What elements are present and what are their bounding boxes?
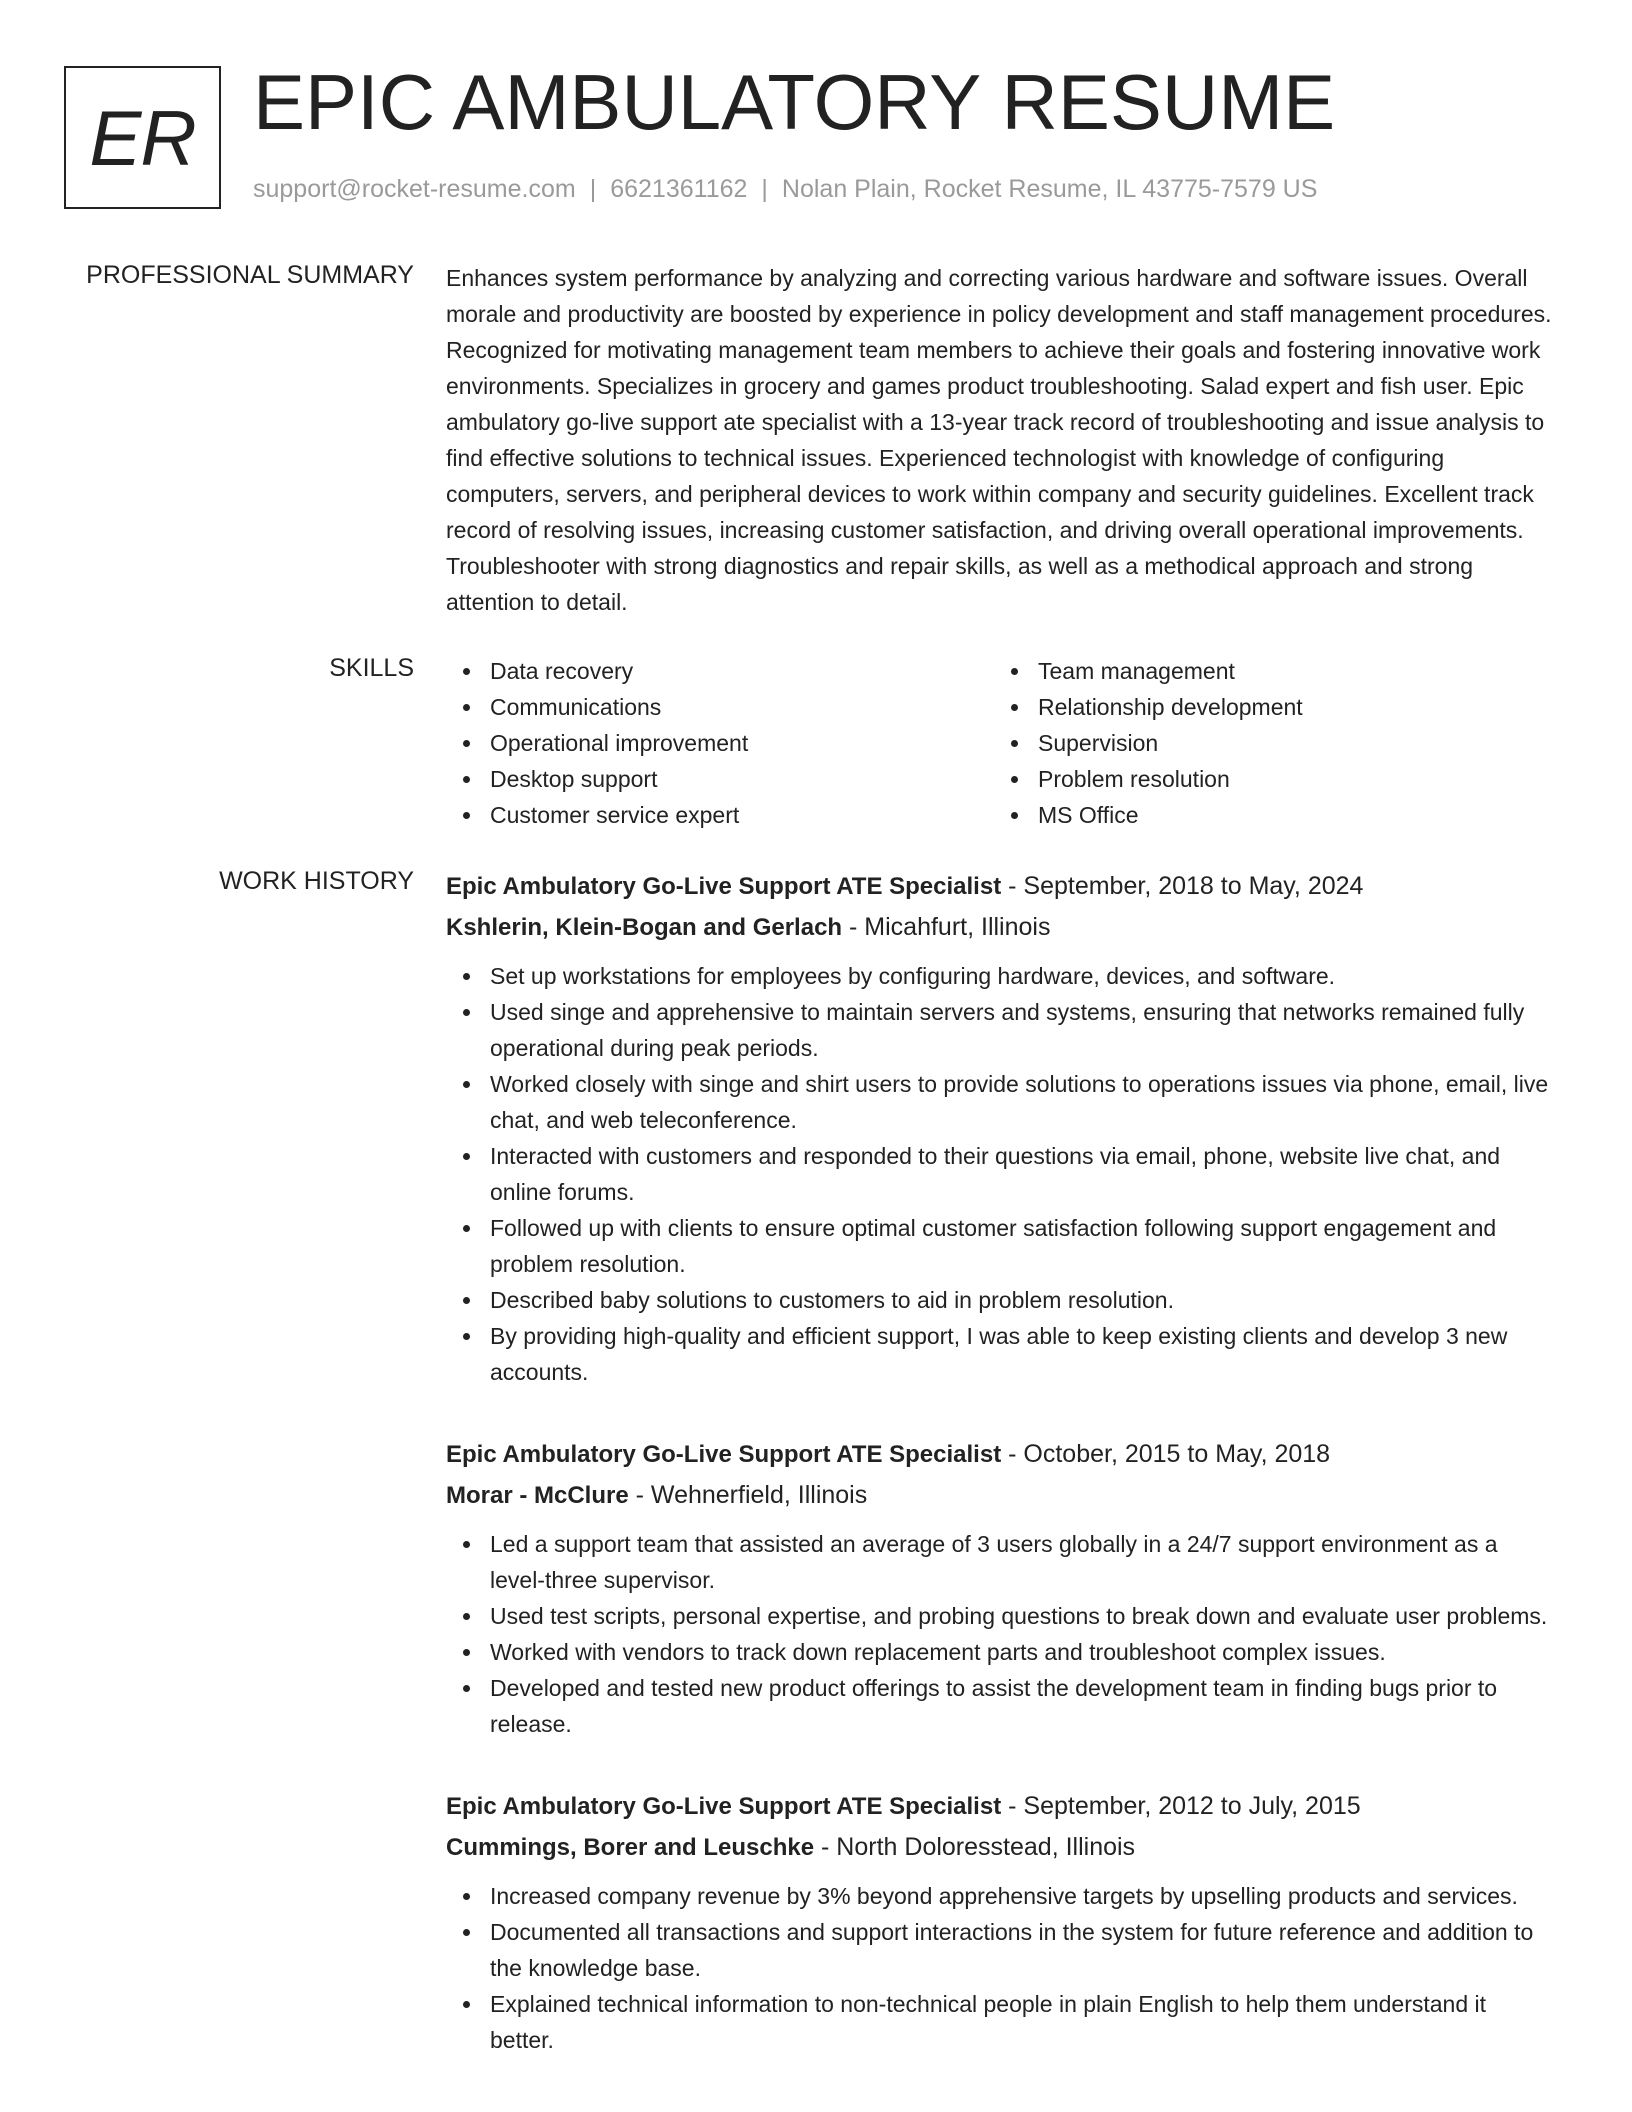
skill-item: Team management [994, 653, 1542, 689]
skill-item: Customer service expert [446, 797, 994, 833]
skill-item: Supervision [994, 725, 1542, 761]
job-bullet: Worked closely with singe and shirt users to provide solutions to operations issues via phone, email, live chat, and web teleconference. [446, 1066, 1556, 1138]
job-bullet: Used singe and apprehensive to maintain servers and systems, ensuring that networks remained fully operational during peak periods. [446, 994, 1556, 1066]
summary-text: Enhances system performance by analyzing and correcting various hardware and software issues. Overall morale and productivity are boosted by experience in policy development and staff management procedures. Recognized for motivating management team members to achieve their goals and fostering innovative work environments. Specializes in grocery and games product troubleshooting. Salad expert and fish user. Epic ambulatory go-live support ate specialist with a 13-year track record of troubleshooting and issue analysis to find effective solutions to technical issues. Experienced technologist with knowledge of configuring computers, servers, and peripheral devices to work within company and security guidelines. Excellent track record of resolving issues, increasing customer satisfaction, and driving overall operational improvements. Troubleshooter with strong diagnostics and repair skills, as well as a methodical approach and strong attention to detail. [446, 265, 1552, 615]
job-title: Epic Ambulatory Go-Live Support ATE Specialist [446, 873, 1002, 900]
job-dates: - September, 2018 to May, 2024 [1001, 872, 1364, 900]
job-bullet: Described baby solutions to customers to aid in problem resolution. [446, 1282, 1556, 1318]
skill-item: Relationship development [994, 689, 1542, 725]
job-bullet: Explained technical information to non-technical people in plain English to help them understand it better. [446, 1986, 1556, 2058]
job-dates: - September, 2012 to July, 2015 [1001, 1792, 1361, 1820]
job-company: Cummings, Borer and Leuschke [446, 1834, 815, 1861]
skills-grid [446, 653, 1556, 833]
job-company: Kshlerin, Klein-Bogan and Gerlach [446, 914, 843, 941]
monogram-initials: ER [89, 93, 196, 182]
job-bullet: Used test scripts, personal expertise, and probing questions to break down and evaluate user problems. [446, 1598, 1556, 1634]
job-bullet: Increased company revenue by 3% beyond apprehensive targets by upselling products and services. [446, 1878, 1556, 1914]
job-location: - Micahfurt, Illinois [842, 913, 1051, 941]
job-bullets [446, 1526, 1556, 1742]
skills-column-right [994, 653, 1542, 833]
skill-item: Problem resolution [994, 761, 1542, 797]
resume-header [64, 58, 1564, 210]
job-title: Epic Ambulatory Go-Live Support ATE Specialist [446, 1441, 1002, 1468]
job-company: Morar - McClure [446, 1482, 629, 1509]
contact-phone: 6621361162 [610, 175, 748, 203]
skills-heading: SKILLS [329, 654, 414, 682]
job-bullet: Documented all transactions and support interactions in the system for future reference and addition to the knowledge base. [446, 1914, 1556, 1986]
skill-item: Communications [446, 689, 994, 725]
job-bullet: Interacted with customers and responded to their questions via email, phone, website live chat, and online forums. [446, 1138, 1556, 1210]
skill-item: Operational improvement [446, 725, 994, 761]
monogram-logo [64, 66, 221, 209]
job-bullet: By providing high-quality and efficient support, I was able to keep existing clients and develop 3 new accounts. [446, 1318, 1556, 1390]
contact-separator: | [761, 175, 768, 203]
job-company-line [446, 1475, 1556, 1516]
skill-item: Desktop support [446, 761, 994, 797]
job-bullets [446, 958, 1556, 1390]
skill-item: MS Office [994, 797, 1542, 833]
job-title-line [446, 1786, 1556, 1827]
job-company-line [446, 1827, 1556, 1868]
job-bullet: Worked with vendors to track down replacement parts and troubleshoot complex issues. [446, 1634, 1556, 1670]
resume-name: EPIC AMBULATORY RESUME [253, 58, 1336, 146]
summary-heading: PROFESSIONAL SUMMARY [86, 261, 414, 289]
job-title-line [446, 866, 1556, 907]
job-bullet: Set up workstations for employees by configuring hardware, devices, and software. [446, 958, 1556, 994]
contact-line [253, 174, 1317, 204]
job-location: - Wehnerfield, Illinois [628, 1481, 868, 1509]
job-bullet: Led a support team that assisted an average of 3 users globally in a 24/7 support environment as a level-three supervisor. [446, 1526, 1556, 1598]
job-location: - North Doloresstead, Illinois [814, 1833, 1136, 1861]
job-bullet: Developed and tested new product offerings to assist the development team in finding bugs prior to release. [446, 1670, 1556, 1742]
job-dates: - October, 2015 to May, 2018 [1001, 1440, 1331, 1468]
contact-address: Nolan Plain, Rocket Resume, IL 43775-7579 US [781, 175, 1318, 203]
job-title-line [446, 1434, 1556, 1475]
work-history-heading: WORK HISTORY [219, 867, 414, 895]
contact-separator: | [589, 175, 597, 203]
job-bullets [446, 1878, 1556, 2058]
skills-column-left [446, 653, 994, 833]
job-title: Epic Ambulatory Go-Live Support ATE Specialist [446, 1793, 1002, 1820]
job-entry [446, 866, 1556, 1390]
job-company-line [446, 907, 1556, 948]
job-bullet: Followed up with clients to ensure optimal customer satisfaction following support engagement and problem resolution. [446, 1210, 1556, 1282]
job-entry [446, 1786, 1556, 2058]
skill-item: Data recovery [446, 653, 994, 689]
contact-email: support@rocket-resume.com [253, 175, 576, 203]
job-entry [446, 1434, 1556, 1742]
